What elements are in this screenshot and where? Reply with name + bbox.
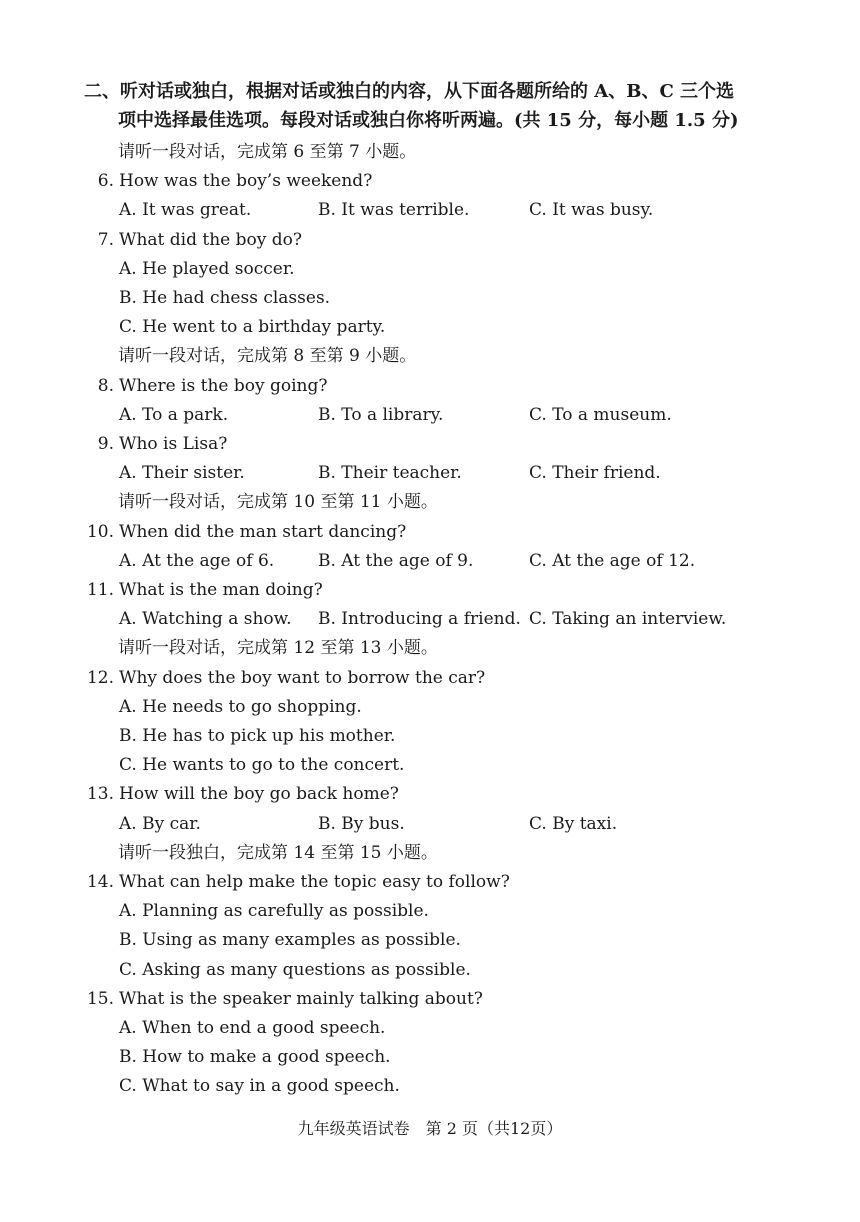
- text-line: [0, 930, 860, 952]
- text-line: [0, 697, 860, 719]
- answer-option: B. To a library.: [318, 404, 444, 425]
- text-line: [0, 1047, 860, 1069]
- question-text: How will the boy go back home?: [119, 784, 399, 805]
- text-line: [0, 346, 860, 368]
- text-line: [0, 142, 860, 164]
- section-title-line-1: 二、听对话或独白，根据对话或独白的内容，从下面各题所给的 A、B、C 三个选: [84, 81, 735, 102]
- question-number: 10.: [86, 521, 114, 542]
- answer-option: B. By bus.: [318, 813, 405, 834]
- text-line: [0, 463, 860, 485]
- answer-option: A. He played soccer.: [119, 258, 295, 279]
- text-line: [0, 376, 860, 398]
- text-line: [0, 259, 860, 281]
- text-line: [0, 492, 860, 514]
- answer-option: A. Watching a show.: [119, 609, 292, 630]
- question-text: Who is Lisa?: [119, 434, 228, 454]
- text-line: [0, 317, 860, 339]
- text-line: [0, 726, 860, 748]
- section-title: [84, 77, 784, 135]
- answer-option: A. He needs to go shopping.: [119, 696, 362, 717]
- answer-option: C. Taking an interview.: [529, 609, 727, 630]
- question-number: 14.: [86, 872, 114, 892]
- answer-option: C. Asking as many questions as possible.: [119, 959, 471, 980]
- answer-option: B. Their teacher.: [318, 463, 462, 484]
- question-number: 12.: [86, 667, 114, 688]
- text-line: [0, 230, 860, 252]
- answer-option: B. He has to pick up his mother.: [119, 726, 396, 746]
- answer-option: A. At the age of 6.: [119, 550, 275, 571]
- question-text: When did the man start dancing?: [119, 521, 407, 542]
- text-line: [0, 405, 860, 427]
- question-text: How was the boy’s weekend?: [119, 171, 373, 192]
- answer-option: C. At the age of 12.: [529, 550, 696, 571]
- text-line: [0, 843, 860, 865]
- text-line: [0, 755, 860, 777]
- text-line: [0, 1076, 860, 1098]
- question-text: What did the boy do?: [119, 229, 302, 250]
- answer-option: B. How to make a good speech.: [119, 1047, 391, 1068]
- text-line: [0, 171, 860, 193]
- answer-option: A. To a park.: [119, 404, 229, 425]
- text-line: [0, 872, 860, 894]
- question-text: What is the man doing?: [119, 580, 323, 600]
- text-line: [0, 814, 860, 836]
- text-line: [0, 668, 860, 690]
- group-instruction: 请听一段对话，完成第 10 至第 11 小题。: [118, 492, 438, 513]
- question-number: 7.: [97, 229, 114, 250]
- answer-option: B. He had chess classes.: [119, 288, 331, 308]
- group-instruction: 请听一段独白，完成第 14 至第 15 小题。: [118, 842, 438, 863]
- text-line: [0, 784, 860, 806]
- answer-option: C. What to say in a good speech.: [119, 1076, 400, 1097]
- text-line: [0, 960, 860, 982]
- question-number: 15.: [86, 988, 114, 1009]
- answer-option: C. Their friend.: [529, 463, 661, 484]
- text-line: [0, 288, 860, 310]
- answer-option: A. When to end a good speech.: [119, 1018, 386, 1038]
- question-number: 13.: [86, 784, 114, 805]
- answer-option: A. Planning as carefully as possible.: [119, 901, 429, 922]
- answer-option: A. It was great.: [119, 200, 252, 221]
- question-text: Where is the boy going?: [119, 375, 328, 396]
- text-line: [0, 522, 860, 544]
- question-number: 9.: [97, 434, 114, 454]
- text-line: [0, 609, 860, 631]
- answer-option: C. By taxi.: [529, 813, 618, 834]
- answer-option: A. By car.: [119, 813, 201, 834]
- answer-option: C. He went to a birthday party.: [119, 317, 386, 338]
- group-instruction: 请听一段对话，完成第 8 至第 9 小题。: [118, 346, 417, 367]
- question-number: 8.: [97, 375, 114, 396]
- question-text: What can help make the topic easy to follow?: [119, 872, 510, 892]
- text-line: [0, 901, 860, 923]
- group-instruction: 请听一段对话，完成第 6 至第 7 小题。: [118, 142, 417, 162]
- answer-option: C. To a museum.: [529, 404, 672, 425]
- answer-option: B. At the age of 9.: [318, 550, 474, 571]
- answer-option: C. It was busy.: [529, 200, 654, 221]
- question-text: Why does the boy want to borrow the car?: [119, 667, 486, 688]
- question-number: 11.: [86, 580, 114, 600]
- answer-option: B. It was terrible.: [318, 200, 470, 221]
- text-line: [0, 1018, 860, 1040]
- text-line: [0, 989, 860, 1011]
- answer-option: B. Using as many examples as possible.: [119, 930, 461, 951]
- text-line: [0, 638, 860, 660]
- question-number: 6.: [97, 171, 114, 192]
- answer-option: A. Their sister.: [119, 463, 245, 484]
- section-title-line-2: 项中选择最佳选项。每段对话或独白你将听两遍。(共 15 分，每小题 1.5 分): [118, 110, 739, 131]
- answer-option: B. Introducing a friend.: [318, 609, 521, 630]
- answer-option: C. He wants to go to the concert.: [119, 755, 405, 776]
- text-line: [0, 200, 860, 222]
- text-line: [0, 551, 860, 573]
- text-line: [0, 434, 860, 456]
- text-line: [0, 580, 860, 602]
- group-instruction: 请听一段对话，完成第 12 至第 13 小题。: [118, 638, 438, 659]
- question-text: What is the speaker mainly talking about?: [119, 988, 483, 1009]
- page-footer: 九年级英语试卷 第 2 页（共12页）: [297, 1119, 563, 1138]
